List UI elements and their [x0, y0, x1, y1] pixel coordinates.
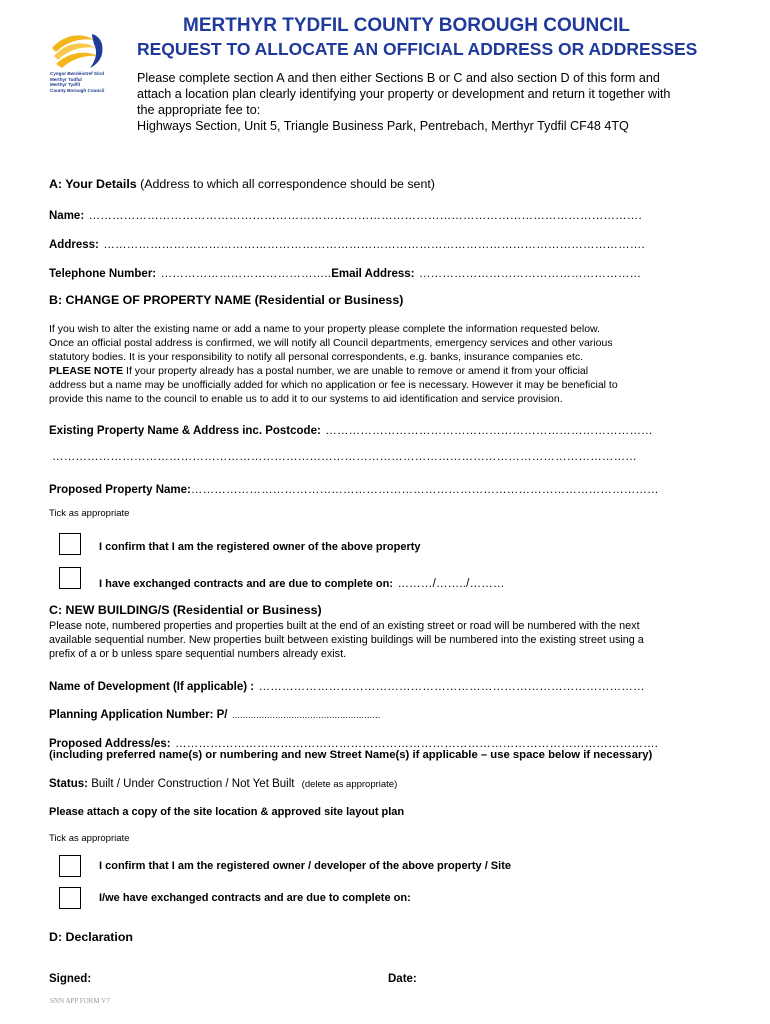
exchanged-contracts-checkbox-label: I/we have exchanged contracts and are due to complete on:: [99, 892, 411, 904]
attach-plan-note: Please attach a copy of the site location & approved site layout plan: [49, 806, 405, 818]
section-c-tick-note: Tick as appropriate: [49, 833, 130, 844]
logo-text-line: Merthyr Tydfil: [50, 82, 81, 88]
existing-property-dots-line2[interactable]: ……………………………………………………………………………………………………………………………………: [52, 451, 637, 463]
section-b-line: statutory bodies. It is your responsibility to notify all personal correspondents, e.g. banks, insurance companies etc.: [49, 351, 584, 363]
section-a-title: A: Your Details: [49, 177, 137, 191]
exchanged-checkbox[interactable]: [59, 567, 81, 589]
developer-checkbox-label: I confirm that I am the registered owner / developer of the above property / Site: [99, 860, 511, 872]
logo-text-line: Cyngor Bwrdeistref Sirol: [50, 71, 105, 76]
proposed-address-note: (including preferred name(s) or numbering and new Street Name(s) if applicable – use space below if necessary): [49, 749, 653, 761]
exchanged-checkbox-label: I have exchanged contracts and are due to complete on:: [99, 578, 394, 590]
status-row: [49, 778, 397, 790]
email-label: Email Address:: [331, 268, 415, 280]
section-b-line: Once an official postal address is confirmed, we will notify all Council departments, emergency services and other various: [49, 337, 613, 349]
telephone-email-row[interactable]: [49, 264, 641, 282]
section-c-line: prefix of a or b unless spare sequential numbers already exist.: [49, 648, 347, 660]
council-logo-icon: [48, 30, 118, 72]
section-c-paragraph: [49, 619, 701, 661]
proposed-property-label: Proposed Property Name:: [49, 484, 191, 496]
planning-number-dots[interactable]: .......................................................: [231, 710, 381, 720]
development-name-dots[interactable]: ………………………………………………………………………………………: [258, 681, 645, 693]
development-name-field[interactable]: [49, 677, 645, 695]
section-b-paragraph: [49, 322, 701, 406]
exchanged-row: [99, 574, 505, 592]
intro-line: the appropriate fee to:: [137, 103, 261, 117]
section-c-line: Please note, numbered properties and properties built at the end of an existing street or road will be numbered with the next: [49, 620, 640, 632]
existing-property-dots[interactable]: …………………………………………………………………………: [325, 425, 653, 437]
logo-text: [50, 71, 120, 93]
development-name-label: Name of Development (If applicable) :: [49, 681, 255, 693]
existing-property-field[interactable]: [49, 421, 653, 439]
status-options[interactable]: Built / Under Construction / Not Yet Built: [91, 778, 295, 790]
email-dots[interactable]: …………………………………………………: [418, 268, 642, 280]
date-label[interactable]: Date:: [388, 973, 417, 985]
signed-label[interactable]: Signed:: [49, 973, 92, 985]
status-note: (delete as appropriate): [301, 779, 398, 790]
proposed-address-label: Proposed Address/es:: [49, 738, 171, 750]
please-note-line: [49, 364, 701, 378]
logo-text-line: County Borough Council: [50, 87, 105, 93]
existing-property-label: Existing Property Name & Address inc. Postcode:: [49, 425, 321, 437]
intro-line: Please complete section A and then either Sections B or C and also section D of this form and: [137, 71, 660, 85]
intro-line: attach a location plan clearly identifying your property or development and return it together with: [137, 87, 671, 101]
logo-text-line: Merthyr Tudful: [50, 76, 82, 82]
page-subtitle: REQUEST TO ALLOCATE AN OFFICIAL ADDRESS OR ADDRESSES: [137, 39, 698, 59]
telephone-label: Telephone Number:: [49, 268, 157, 280]
exchanged-contracts-checkbox[interactable]: [59, 887, 81, 909]
section-b-tick-note: Tick as appropriate: [49, 508, 130, 519]
section-b-heading: B: CHANGE OF PROPERTY NAME (Residential or Business): [49, 293, 404, 307]
form-reference: SNN APP FORM V7: [50, 997, 110, 1005]
telephone-dots[interactable]: ……………………………………..: [160, 268, 332, 280]
address-label: Address:: [49, 239, 99, 251]
owner-checkbox-label: I confirm that I am the registered owner of the above property: [99, 541, 421, 553]
owner-checkbox[interactable]: [59, 533, 81, 555]
proposed-property-field[interactable]: [49, 480, 659, 498]
proposed-address-dots[interactable]: …………………………………………………………………………………………………………….: [175, 738, 659, 750]
completion-date-field[interactable]: ………/……../………: [397, 578, 505, 590]
please-note-label: PLEASE NOTE: [49, 365, 124, 377]
please-note-text: If your property already has a postal number, we are unable to remove or amend it from your official: [123, 365, 589, 377]
developer-checkbox[interactable]: [59, 855, 81, 877]
planning-number-field[interactable]: [49, 705, 380, 723]
planning-number-label: Planning Application Number: P/: [49, 709, 228, 721]
section-d-heading: D: Declaration: [49, 930, 133, 944]
intro-line: Highways Section, Unit 5, Triangle Business Park, Pentrebach, Merthyr Tydfil CF48 4TQ: [137, 119, 629, 133]
name-dots[interactable]: …………………………………………………………………………………………………………………………….: [88, 210, 642, 222]
please-note-line: address but a name may be unofficially added for which no application or fee is necessary. However it may be beneficial to: [49, 379, 618, 391]
intro-text: [137, 70, 737, 134]
section-a-heading: [49, 177, 435, 191]
section-c-line: available sequential number. New properties built between existing buildings will be numbered into the existing street using a: [49, 634, 644, 646]
proposed-property-dots[interactable]: …………………………………………………………………………………………………………: [190, 484, 659, 496]
name-field[interactable]: [49, 206, 642, 224]
section-b-line: If you wish to alter the existing name or add a name to your property please complete the information requested below.: [49, 323, 600, 335]
section-c-heading: C: NEW BUILDING/S (Residential or Business): [49, 603, 322, 617]
page-title: MERTHYR TYDFIL COUNTY BOROUGH COUNCIL: [183, 15, 630, 36]
please-note-line: provide this name to the council to enable us to add it to our systems to aid identification and service provision.: [49, 393, 563, 405]
section-a-note: (Address to which all correspondence should be sent): [140, 177, 435, 191]
name-label: Name:: [49, 210, 85, 222]
address-field[interactable]: [49, 235, 645, 253]
status-label: Status:: [49, 778, 88, 790]
address-dots[interactable]: ………………………………………………………………………………………………………………………….: [103, 239, 645, 251]
